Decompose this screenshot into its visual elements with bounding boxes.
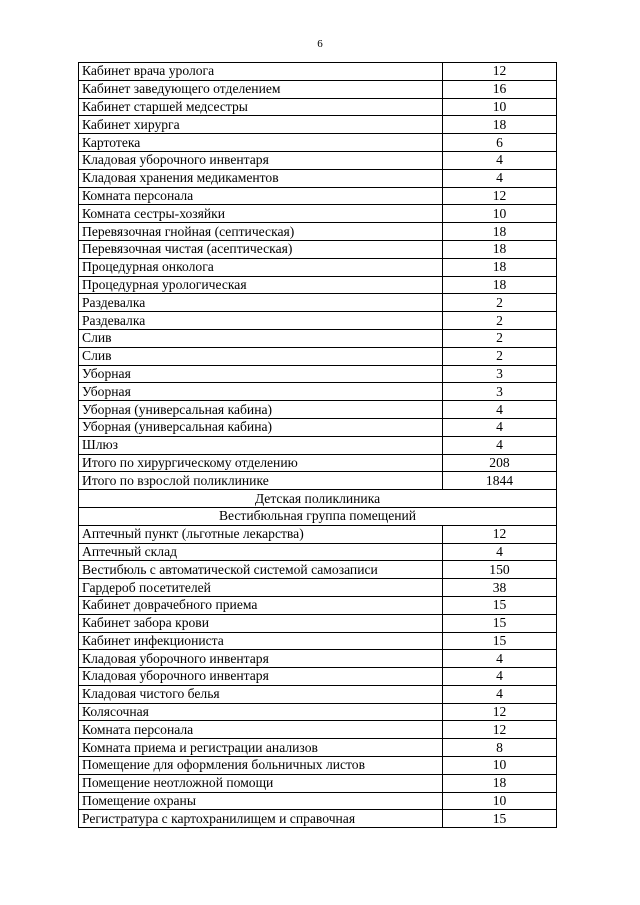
room-name-cell: Перевязочная гнойная (септическая) [79,223,443,241]
room-area-cell: 4 [443,650,557,668]
room-name-cell: Кладовая уборочного инвентаря [79,151,443,169]
room-area-cell: 4 [443,418,557,436]
room-area-cell: 12 [443,721,557,739]
room-area-cell: 6 [443,134,557,152]
table-row [79,774,557,792]
room-area-cell: 2 [443,329,557,347]
room-name-cell: Раздевалка [79,294,443,312]
room-area-cell: 4 [443,401,557,419]
room-area-cell: 4 [443,543,557,561]
table-row [79,614,557,632]
room-name-cell: Слив [79,329,443,347]
room-area-cell: 10 [443,205,557,223]
room-area-cell: 2 [443,312,557,330]
table-row [79,151,557,169]
room-name-cell: Процедурная онколога [79,258,443,276]
room-name-cell: Комната сестры-хозяйки [79,205,443,223]
table-row [79,365,557,383]
room-name-cell: Уборная (универсальная кабина) [79,418,443,436]
room-name-cell: Комната персонала [79,721,443,739]
room-name-cell: Гардероб посетителей [79,579,443,597]
room-name-cell: Кладовая уборочного инвентаря [79,668,443,686]
table-row [79,739,557,757]
room-name-cell: Процедурная урологическая [79,276,443,294]
table-row [79,294,557,312]
room-name-cell: Уборная [79,383,443,401]
table-row [79,668,557,686]
room-name-cell: Уборная (универсальная кабина) [79,401,443,419]
room-name-cell: Кладовая уборочного инвентаря [79,650,443,668]
room-name-cell: Помещение неотложной помощи [79,774,443,792]
room-area-cell: 3 [443,383,557,401]
table-row [79,579,557,597]
table-row [79,436,557,454]
table-row [79,223,557,241]
page-number: 6 [317,38,323,50]
room-name-cell: Колясочная [79,703,443,721]
table-row [79,98,557,116]
table-row [79,454,557,472]
room-area-cell: 18 [443,774,557,792]
room-name-cell: Вестибюль с автоматической системой самозаписи [79,561,443,579]
table-row [79,80,557,98]
table-row [79,721,557,739]
table-row [79,329,557,347]
room-area-cell: 15 [443,810,557,828]
room-name-cell: Кладовая чистого белья [79,685,443,703]
table-row [79,632,557,650]
room-name-cell: Аптечный склад [79,543,443,561]
rooms-table [78,62,557,828]
table-row [79,205,557,223]
room-area-cell: 4 [443,169,557,187]
table-row [79,169,557,187]
room-name-cell: Помещение для оформления больничных листов [79,757,443,775]
room-name-cell: Шлюз [79,436,443,454]
room-area-cell: 15 [443,614,557,632]
room-area-cell: 4 [443,436,557,454]
room-area-cell: 4 [443,151,557,169]
room-name-cell: Уборная [79,365,443,383]
room-area-cell: 10 [443,792,557,810]
rooms-table-body [79,63,557,828]
table-row [79,347,557,365]
room-area-cell: 208 [443,454,557,472]
room-name-cell: Аптечный пункт (льготные лекарства) [79,525,443,543]
table-row [79,543,557,561]
table-row [79,472,557,490]
room-name-cell: Слив [79,347,443,365]
room-name-cell: Кабинет старшей медсестры [79,98,443,116]
table-row [79,63,557,81]
table-row [79,792,557,810]
table-row [79,703,557,721]
table-row [79,116,557,134]
table-row [79,312,557,330]
room-area-cell: 12 [443,703,557,721]
table-row [79,276,557,294]
room-name-cell: Комната персонала [79,187,443,205]
room-area-cell: 18 [443,223,557,241]
room-area-cell: 4 [443,685,557,703]
table-row [79,187,557,205]
room-area-cell: 18 [443,258,557,276]
room-name-cell: Кладовая хранения медикаментов [79,169,443,187]
room-name-cell: Раздевалка [79,312,443,330]
room-area-cell: 8 [443,739,557,757]
table-row [79,561,557,579]
room-name-cell: Итого по взрослой поликлинике [79,472,443,490]
room-area-cell: 18 [443,240,557,258]
room-name-cell: Комната приема и регистрации анализов [79,739,443,757]
table-row [79,418,557,436]
room-area-cell: 15 [443,596,557,614]
table-row [79,134,557,152]
section-title: Вестибюльная группа помещений [79,507,557,525]
room-name-cell: Кабинет врача уролога [79,63,443,81]
room-area-cell: 150 [443,561,557,579]
room-name-cell: Картотека [79,134,443,152]
section-header-row [79,490,557,508]
table-row [79,596,557,614]
room-area-cell: 38 [443,579,557,597]
room-area-cell: 16 [443,80,557,98]
room-area-cell: 2 [443,347,557,365]
room-name-cell: Помещение охраны [79,792,443,810]
room-name-cell: Кабинет хирурга [79,116,443,134]
room-name-cell: Перевязочная чистая (асептическая) [79,240,443,258]
room-name-cell: Регистратура с картохранилищем и справочная [79,810,443,828]
table-row [79,810,557,828]
room-area-cell: 10 [443,757,557,775]
table-row [79,240,557,258]
table-row [79,685,557,703]
table-row [79,383,557,401]
room-name-cell: Кабинет заведующего отделением [79,80,443,98]
table-row [79,258,557,276]
room-name-cell: Итого по хирургическому отделению [79,454,443,472]
room-area-cell: 1844 [443,472,557,490]
room-area-cell: 4 [443,668,557,686]
section-header-row [79,507,557,525]
room-area-cell: 18 [443,276,557,294]
room-area-cell: 15 [443,632,557,650]
room-area-cell: 10 [443,98,557,116]
room-area-cell: 18 [443,116,557,134]
room-area-cell: 2 [443,294,557,312]
table-row [79,650,557,668]
section-title: Детская поликлиника [79,490,557,508]
room-name-cell: Кабинет инфекциониста [79,632,443,650]
room-name-cell: Кабинет доврачебного приема [79,596,443,614]
room-area-cell: 3 [443,365,557,383]
table-row [79,401,557,419]
room-name-cell: Кабинет забора крови [79,614,443,632]
table-row [79,525,557,543]
room-area-cell: 12 [443,525,557,543]
room-area-cell: 12 [443,63,557,81]
room-area-cell: 12 [443,187,557,205]
table-row [79,757,557,775]
